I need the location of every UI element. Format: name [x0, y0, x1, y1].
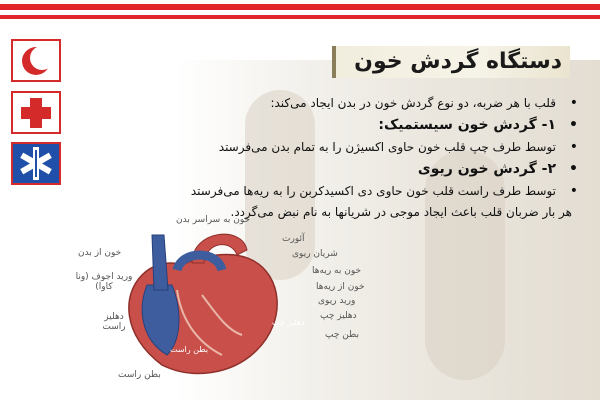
- heart-label: ورید اجوف (ونا کاوا): [75, 272, 133, 292]
- bullet-item: • ۲- گردش خون ریوی: [183, 158, 578, 180]
- heart-label: خون از بدن: [78, 248, 122, 258]
- header-stripe-top: [0, 4, 600, 10]
- bullet-item: • توسط طرف راست قلب خون حاوی دی اکسیدکربن را به ریه‌ها می‌فرستد: [183, 180, 578, 202]
- heart-label: دهلیز چپ: [320, 311, 357, 321]
- red-cross-icon: [13, 93, 59, 132]
- star-of-life-logo: [11, 142, 61, 185]
- heart-label: خون به ریه‌ها: [312, 266, 362, 276]
- bullet-item: • قلب با هر ضربه، دو نوع گردش خون در بدن ایجاد می‌کند:: [183, 92, 578, 114]
- vena-cava: [152, 235, 168, 290]
- heart-label: بطن چپ: [325, 330, 360, 340]
- pulse-note: هر بار ضربان قلب باعث ایجاد موجی در شریانها به نام نبض می‌گردد.: [230, 205, 572, 219]
- heart-label: ورید ریوی: [318, 296, 356, 306]
- bullet-item: • توسط طرف چپ قلب خون حاوی اکسیژن را به تمام بدن می‌فرستد: [183, 136, 578, 158]
- heart-label: خون به سراسر بدن: [176, 215, 251, 225]
- heart-label: دهلیز راست: [102, 312, 126, 332]
- heart-label: بطن راست: [170, 345, 209, 354]
- heart-label: شریان ریوی: [292, 249, 338, 259]
- red-crescent-logo: [11, 39, 61, 82]
- heart-label: آئورت: [282, 234, 305, 244]
- heart-label: خون از ریه‌ها: [316, 282, 365, 292]
- red-cross-logo: [11, 91, 61, 134]
- heart-label: دهلیز چپ: [272, 318, 305, 327]
- star-of-life-icon: [13, 144, 59, 183]
- heart-label: بطن راست: [118, 370, 161, 380]
- slide-title: دستگاه گردش خون: [354, 49, 562, 74]
- header-band: [0, 0, 600, 24]
- header-stripe-bottom: [0, 15, 600, 19]
- pulmonary-vein: [222, 285, 272, 287]
- heart-diagram: [82, 215, 312, 385]
- bullet-list: [183, 92, 578, 202]
- red-crescent-icon: [13, 41, 59, 80]
- bullet-item: • ۱- گردش خون سیستمیک:: [183, 114, 578, 136]
- slide-title-box: [332, 46, 570, 78]
